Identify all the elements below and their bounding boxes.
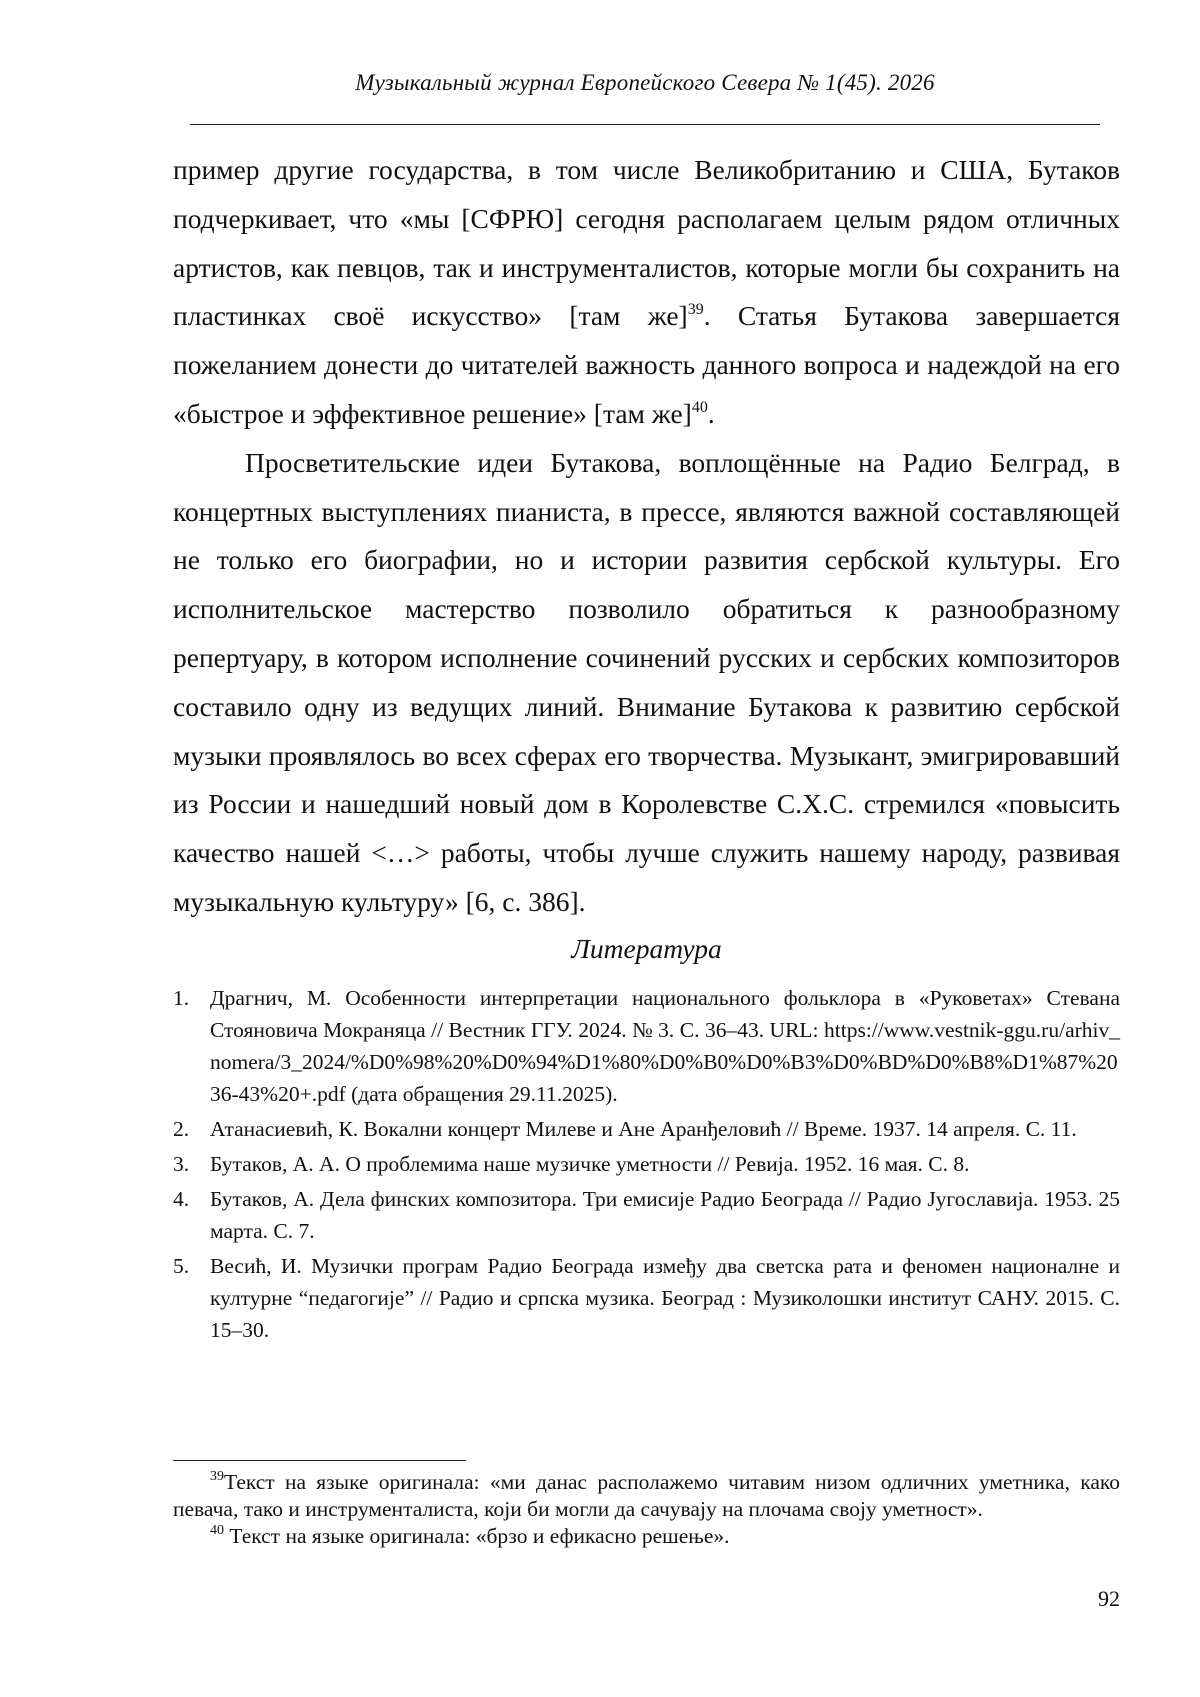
reference-number: 4.: [173, 1187, 190, 1211]
reference-number: 2.: [173, 1117, 190, 1141]
paragraph-1-part-c: .: [707, 397, 715, 429]
reference-number: 3.: [173, 1152, 190, 1176]
reference-item: [173, 1250, 1120, 1346]
page-number: 92: [1098, 1586, 1120, 1611]
reference-text: Бутаков, А. А. О проблемима наше музичке уметности // Ревија. 1952. 16 мая. С. 8.: [210, 1152, 970, 1176]
footnote-ref-40[interactable]: 40: [691, 398, 708, 416]
footnote-39: [173, 1469, 1120, 1523]
footnote-text: Текст на языке оригинала: «брзо и ефикасно решење».: [224, 1524, 730, 1548]
footnote-mark: 39: [210, 1469, 224, 1484]
reference-access-date: (дата обращения 29.11.2025).: [345, 1082, 618, 1106]
reference-item: [173, 1148, 1120, 1180]
reference-text: Атанасиевић, К. Вокални концерт Милеве и Ане Аранђеловић // Време. 1937. 14 апреля. С. 11.: [210, 1117, 1077, 1141]
reference-number: 5.: [173, 1254, 190, 1278]
reference-item: [173, 1113, 1120, 1145]
main-text: [173, 146, 1120, 927]
references-list: [173, 982, 1120, 1349]
paragraph-1: [173, 146, 1120, 439]
reference-text: Драгнич, М. Особенности интерпретации национального фольклора в «Руковетах» Стевана Стояновича Мокраняца // Вестник ГГУ. 2024. № 3. С. 36–43. URL:: [210, 986, 1120, 1042]
header-divider: [190, 124, 1100, 125]
reference-number: 1.: [173, 986, 190, 1010]
reference-text: Весић, И. Музички програм Радио Београда између два светска рата и феномен националне и културне “педагогије” // Радио и српска музика. Београд : Музиколошки институт САНУ. 2015. С. 15–30.: [210, 1254, 1120, 1342]
footnote-40: [173, 1523, 1120, 1550]
running-header: Музыкальный журнал Европейского Севера № 1(45). 2026: [355, 70, 935, 95]
footnotes: [173, 1469, 1120, 1550]
reference-item: [173, 982, 1120, 1110]
paragraph-1-part-b: . Статья Бутакова завершается пожеланием донести до читателей важность данного вопроса и надеждой на его «быстрое и эффективное решение» [там же]: [173, 300, 1120, 429]
footnote-ref-39[interactable]: 39: [687, 301, 704, 319]
paragraph-2: Просветительские идеи Бутакова, воплощённые на Радио Белград, в концертных выступлениях пианиста, в прессе, являются важной составляющей не только его биографии, но и истории развития сербской культуры. Его исполнительское мастерство позволило обратиться к разнообразному репертуару, в котором исполнение сочинений русских и сербских композиторов составило одну из ведущих линий. Внимание Бутакова к развитию сербской музыки проявлялось во всех сферах его творчества. Музыкант, эмигрировавший из России и нашедший новый дом в Королевстве С.Х.С. стремился «повысить качество нашей <…> работы, чтобы лучше служить нашему народу, развивая музыкальную культуру» [6, с. 386].: [173, 446, 1120, 917]
footnote-text: Текст на языке оригинала: «ми данас располажемо читавим низом одличних уметника, како певача, тако и инструменталиста, који би могли да сачувају на плочама своју уметност».: [173, 1470, 1120, 1521]
footnote-mark: 40: [210, 1523, 224, 1538]
reference-url-link[interactable]: https://www.vestnik-ggu.ru/arhiv_nomera/3_2024/%D0%98%20%D0%94%D1%80%D0%B0%D0%B3%D0%BD%D0%B8%D1%87%2036-43%20+.pdf: [210, 1018, 1120, 1106]
paragraph-1-part-a: пример другие государства, в том числе Великобританию и США, Бутаков подчеркивает, что «мы [СФРЮ] сегодня располагаем целым рядом отличных артистов, как певцов, так и инструменталистов, которые могли бы сохранить на пластинках своё искусство» [там же]: [173, 154, 1120, 332]
reference-text: Бутаков, А. Дела финских композитора. Три емисије Радио Београда // Радио Југославија. 1953. 25 марта. С. 7.: [210, 1187, 1120, 1243]
references-heading: Литература: [571, 933, 722, 964]
footnote-divider: [173, 1460, 466, 1461]
reference-item: [173, 1183, 1120, 1247]
